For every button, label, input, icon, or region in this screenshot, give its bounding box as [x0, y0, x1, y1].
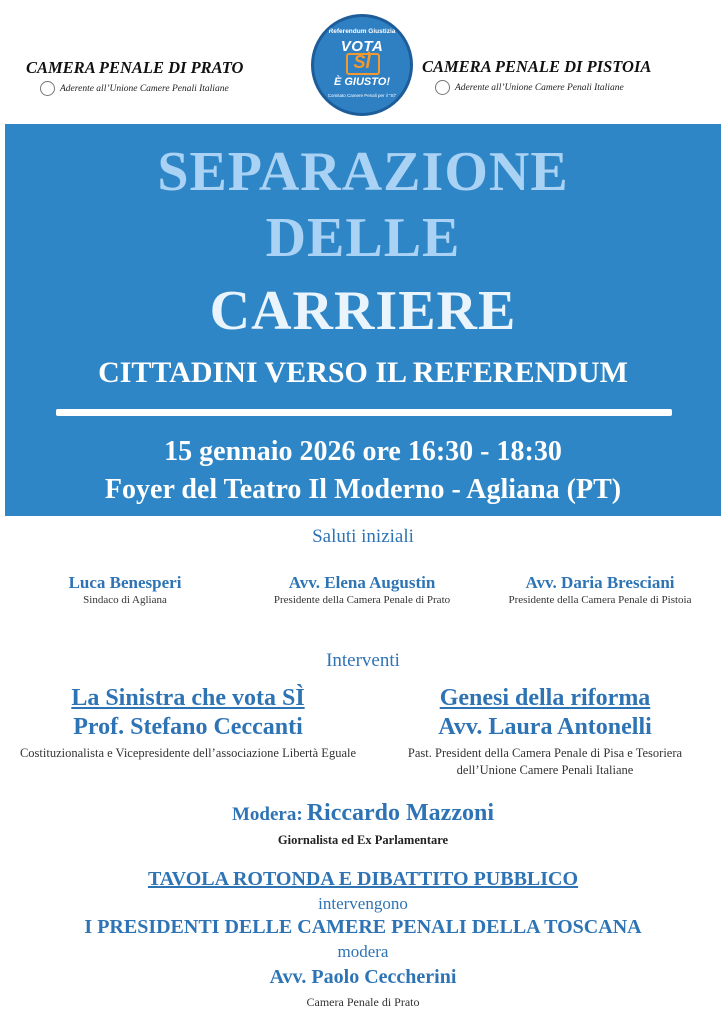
- speaker-role: Presidente della Camera Penale di Pistoia: [508, 594, 692, 606]
- moderator-label: Modera:: [232, 804, 303, 825]
- roundtable-title: TAVOLA ROTONDA E DIBATTITO PUBBLICO: [147, 868, 579, 890]
- right-org-subtitle-text: Aderente all’Unione Camere Penali Italiane: [455, 82, 624, 93]
- event-subtitle: CITTADINI VERSO IL REFERENDUM: [98, 356, 628, 389]
- left-org-subtitle-text: Aderente all’Unione Camere Penali Italiane: [60, 83, 229, 94]
- moderator-role: Giornalista ed Ex Parlamentare: [277, 833, 449, 847]
- talk-2: [385, 685, 705, 779]
- vota-si-logo: [311, 14, 413, 116]
- talk-title: La Sinistra che vota SÌ: [71, 685, 305, 711]
- title-line-3: CARRIERE: [209, 280, 517, 342]
- talk-speaker: Prof. Stefano Ceccanti: [73, 714, 303, 740]
- title-line-2: DELLE: [265, 207, 461, 269]
- banner-divider: [56, 409, 672, 416]
- left-org-subtitle: [40, 81, 229, 96]
- roundtable-intro: intervengono: [318, 894, 408, 913]
- right-org-subtitle: [435, 80, 624, 95]
- seal-icon: [435, 80, 450, 95]
- talk-speaker: Avv. Laura Antonelli: [438, 714, 652, 740]
- talk-speaker-role: Past. President della Camera Penale di Pisa e Tesoriera dell’Unione Camere Penali Italiane: [407, 746, 683, 777]
- speaker-role: Presidente della Camera Penale di Prato: [273, 594, 451, 606]
- greeting-speaker-3: [500, 573, 700, 607]
- talk-1: [18, 685, 358, 762]
- roundtable-mod-label: modera: [337, 942, 389, 961]
- speaker-role: Sindaco di Agliana: [83, 594, 167, 606]
- roundtable-mod-role: Camera Penale di Prato: [306, 995, 420, 1009]
- seal-icon: [40, 81, 55, 96]
- greeting-speaker-1: [30, 573, 220, 607]
- left-org-name: CAMERA PENALE DI PRATO: [26, 58, 244, 77]
- interventions-heading: Interventi: [326, 650, 400, 671]
- logo-giusto-text: È GIUSTO!: [333, 76, 391, 88]
- speaker-name: Luca Benesperi: [68, 573, 182, 592]
- greetings-heading: Saluti iniziali: [312, 526, 414, 547]
- moderator-name: Riccardo Mazzoni: [306, 800, 494, 826]
- event-date: 15 gennaio 2026 ore 16:30 - 18:30: [164, 436, 562, 467]
- talk-speaker-role: Costituzionalista e Vicepresidente dell’associazione Libertà Eguale: [19, 746, 357, 760]
- roundtable-mod-name: Avv. Paolo Ceccherini: [269, 966, 457, 988]
- right-org-name: CAMERA PENALE DI PISTOIA: [422, 57, 652, 76]
- logo-bottom-text: Comitato Camere Penali per il “SÌ”: [327, 93, 397, 98]
- logo-top-text: Referendum Giustizia: [328, 28, 396, 35]
- event-place: Foyer del Teatro Il Moderno - Agliana (PT): [104, 474, 622, 505]
- roundtable-participants: I PRESIDENTI DELLE CAMERE PENALI DELLA TOSCANA: [84, 916, 642, 938]
- logo-si-text: SÌ: [353, 52, 371, 72]
- title-line-1: SEPARAZIONE: [157, 141, 569, 203]
- talk-title: Genesi della riforma: [439, 685, 651, 711]
- speaker-name: Avv. Elena Augustin: [288, 573, 436, 592]
- speaker-name: Avv. Daria Bresciani: [525, 573, 675, 592]
- moderator-line: [0, 800, 726, 827]
- logo-vota-text: VOTA: [340, 38, 384, 55]
- greeting-speaker-2: [262, 573, 462, 607]
